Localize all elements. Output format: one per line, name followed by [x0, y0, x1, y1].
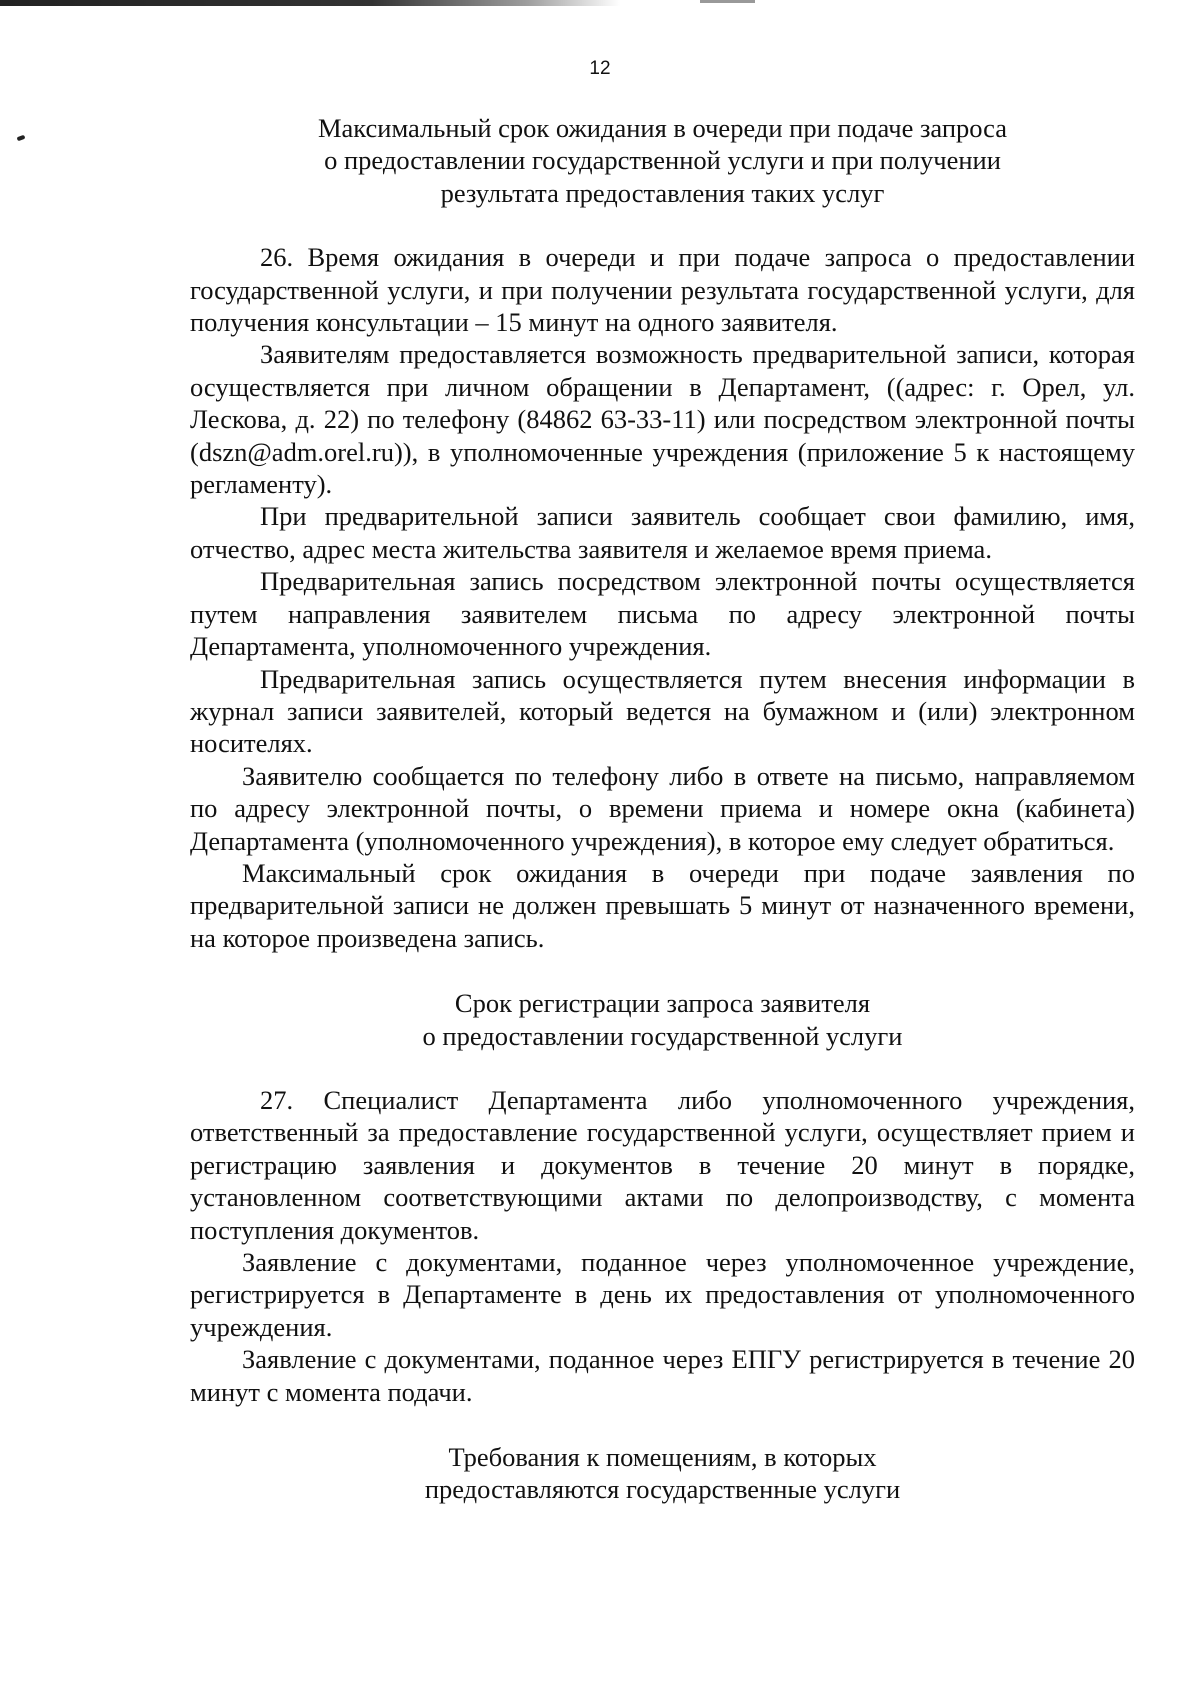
paragraph-via-epgu: Заявление с документами, поданное через ЕПГУ регистрируется в течение 20 минут с момента подачи. — [190, 1344, 1135, 1407]
scan-speck — [17, 135, 26, 141]
heading-line: Максимальный срок ожидания в очереди при подаче запроса — [317, 113, 1008, 143]
heading-line: предоставляются государственные услуги — [424, 1474, 901, 1505]
heading-line: Срок регистрации запроса заявителя — [454, 988, 871, 1019]
paragraph-26: 26. Время ожидания в очереди и при подаче запроса о предоставлении государственной услуги, и при получении результата государственной услуги, для получения консультации – 15 минут на одного заявителя. — [190, 242, 1135, 338]
heading-line: о предоставлении государственной услуги — [422, 1020, 903, 1051]
page-number: 12 — [589, 58, 611, 79]
paragraph-max-wait: Максимальный срок ожидания в очереди при подаче заявления по предварительной записи не должен превышать 5 минут от назначенного времени, на которое произведена запись. — [190, 857, 1135, 953]
scan-edge-artifact-2 — [700, 0, 755, 3]
heading-line: о предоставлении государственной услуги и при получении — [324, 145, 1001, 176]
section-heading-premises-requirements — [190, 1441, 1135, 1506]
section-heading-registration-term — [190, 987, 1135, 1052]
paragraph-pre-registration-details: При предварительной записи заявитель сообщает свои фамилию, имя, отчество, адрес места жительства заявителя и желаемое время приема. — [190, 501, 1135, 564]
paragraph-pre-registration: Заявителям предоставляется возможность предварительной записи, которая осуществляется при личном обращении в Департамент, ((адрес: г. Орел, ул. Лескова, д. 22) по телефону (84862 63-33-11) или посредством электронной почты (dszn@adm.orel.ru)), в уполномоченные учреждения (приложение 5 к настоящему регламенту). — [190, 339, 1135, 500]
section-heading-waiting-time — [190, 112, 1135, 209]
paragraph-via-institution: Заявление с документами, поданное через уполномоченное учреждение, регистрируется в Департаменте в день их предоставления от уполномоченного учреждения. — [190, 1247, 1135, 1342]
paragraph-applicant-notified: Заявителю сообщается по телефону либо в ответе на письмо, направляемом по адресу электронной почты, о времени приема и номере окна (кабинета) Департамента (уполномоченного учреждения), в которое ему следует обратиться. — [190, 760, 1135, 856]
paragraph-27: 27. Специалист Департамента либо уполномоченного учреждения, ответственный за предоставление государственной услуги, осуществляет прием и регистрацию заявления и документов в течение 20 минут в порядке, установленном соответствующими актами по делопроизводству, с момента поступления документов. — [190, 1084, 1135, 1245]
heading-line: результата предоставления таких услуг — [440, 177, 885, 208]
scan-edge-artifact — [0, 0, 620, 6]
paragraph-email-registration: Предварительная запись посредством электронной почты осуществляется путем направления заявителем письма по адресу электронной почты Департамента, уполномоченного учреждения. — [190, 566, 1135, 662]
document-body — [190, 112, 1135, 1506]
paragraph-registration-journal: Предварительная запись осуществляется путем внесения информации в журнал записи заявителей, который ведется на бумажном и (или) электронном носителях. — [190, 663, 1135, 759]
heading-line: Требования к помещениям, в которых — [448, 1442, 877, 1473]
